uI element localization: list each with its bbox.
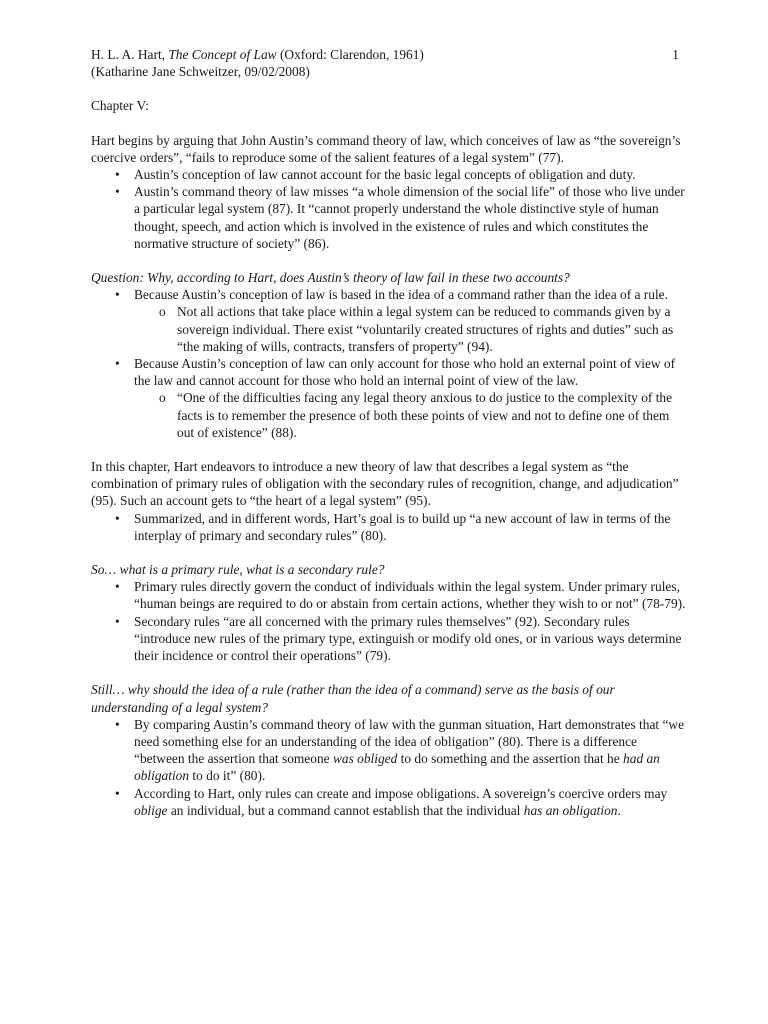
author-date-line: (Katharine Jane Schweitzer, 09/02/2008) [91,64,310,80]
citation-publisher: (Oxford: Clarendon, 1961) [276,47,424,62]
sub-bullet-icon: o [159,390,166,406]
list-item [91,166,687,183]
text-run: an individual, but a command cannot establish that the individual [167,802,524,818]
emphasis-text: oblige [134,802,168,818]
sub-list-item-text: “One of the difficulties facing any legal theory anxious to do justice to the complexity of the facts is to remember the presence of both these points of view and not to define one of them out of existence” (88). [177,390,673,440]
question-heading: Question: Why, according to Hart, does Austin’s theory of law fail in these two accounts? [91,270,570,286]
sub-bullet-list [134,389,687,441]
document-page [91,46,687,819]
list-item [91,716,687,785]
list-item [91,183,687,252]
sub-list-item [134,303,687,355]
text-run: to do something and the assertion that he [397,751,624,767]
list-item-text: Austin’s command theory of law misses “a whole dimension of the social life” of those who live under a particular legal system (87). It “cannot properly understand the whole distinctive style of human thought, speech, and action which is involved in the existence of rules and which constitutes the normative structure of society” (86). [134,184,685,251]
obligation-bullet-list [91,716,687,819]
emphasis-text: had an obligation [134,751,660,784]
bullet-icon: • [115,167,120,183]
chapter-heading: Chapter V: [91,98,149,114]
sub-list-item-text: Not all actions that take place within a legal system can be reduced to commands given by a sovereign individual. There exist “voluntarily created structures of rights and duties” such as “the making of wills, contracts, transfers of property” (94). [177,304,674,354]
list-item-text: Because Austin’s conception of law can only account for those who hold an external point of view of the law and cannot account for those who hold an internal point of view of the law. [134,356,676,389]
text-run: By comparing Austin’s command theory of law with the gunman situation, Hart demonstrates that “we need something else for an understanding of the idea of obligation” (80). There is a difference “between the assertion that someone [134,716,685,767]
sub-list-item [134,389,687,441]
emphasis-text: has an obligation [523,802,618,818]
list-item-text: Because Austin’s conception of law is based in the idea of a command rather than the idea of a rule. [134,287,668,303]
rules-bullet-list [91,578,687,664]
bullet-icon: • [115,287,120,303]
list-item-text: Austin’s conception of law cannot account for the basic legal concepts of obligation and duty. [134,167,636,183]
bullet-icon: • [115,613,120,629]
question-bullet-list [91,286,687,441]
chapter-paragraph: In this chapter, Hart endeavors to introduce a new theory of law that describes a legal system as “the combination of primary rules of obligation with the secondary rules of recognition, change, and adjudication” (95). Such an account gets to “the heart of a legal system” (95). [91,459,679,509]
list-item [91,613,687,665]
book-title: The Concept of Law [168,47,277,62]
list-item [91,578,687,612]
list-item [91,510,687,544]
intro-paragraph: Hart begins by arguing that John Austin’s command theory of law, which conceives of law as “the sovereign’s coercive orders”, “fails to reproduce some of the salient features of a legal system” (77). [91,132,681,165]
list-item-text: Summarized, and in different words, Hart’s goal is to build up “a new account of law in terms of the interplay of primary and secondary rules” (80). [134,510,671,543]
citation-author: H. L. A. Hart, [91,47,169,62]
list-item [91,785,687,819]
bullet-icon: • [115,356,120,372]
question-heading: Still… why should the idea of a rule (rather than the idea of a command) serve as the basis of our understanding of a legal system? [91,682,615,715]
bullet-icon: • [115,579,120,595]
bullet-icon: • [115,716,120,732]
emphasis-text: was obliged [332,751,398,767]
question-heading: So… what is a primary rule, what is a secondary rule? [91,562,385,578]
sub-bullet-icon: o [159,304,166,320]
text-run: According to Hart, only rules can create and impose obligations. A sovereign’s coercive orders may [134,785,668,801]
list-item [91,286,687,355]
page-number: 1 [672,47,679,62]
sub-bullet-list [134,303,687,355]
bullet-icon: • [115,184,120,200]
list-item [91,355,687,441]
page-header [91,46,687,80]
text-run: . [617,802,621,818]
intro-bullet-list [91,166,687,252]
list-item-text: Primary rules directly govern the conduct of individuals within the legal system. Under primary rules, “human beings are required to do or abstain from certain actions, whether they wish to or not” (78-79). [134,579,686,612]
bullet-icon: • [115,510,120,526]
citation-line [91,46,687,63]
chapter-bullet-list [91,510,687,544]
list-item-text: Secondary rules “are all concerned with the primary rules themselves” (92). Secondary rules “introduce new rules of the primary type, extinguish or modify old ones, or in various ways determine their incidence or control their operations” (79). [134,613,682,664]
bullet-icon: • [115,785,120,801]
text-run: to do it” (80). [189,768,266,784]
